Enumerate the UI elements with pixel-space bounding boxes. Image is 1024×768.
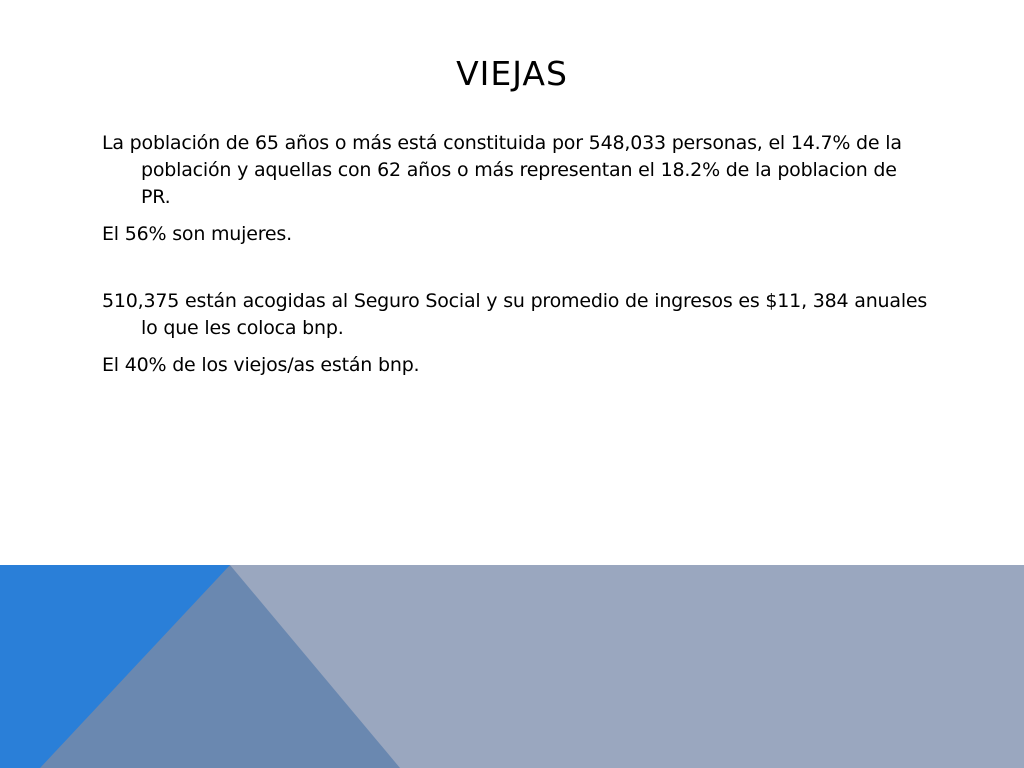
decorative-footer-band	[0, 565, 1024, 768]
paragraph-social-security: 510,375 están acogidas al Seguro Social y su promedio de ingresos es $11, 384 anuales lo que les coloca bnp.	[102, 290, 928, 339]
paragraph-women-share: El 56% son mujeres.	[102, 223, 292, 245]
slide-title: VIEJAS	[456, 54, 568, 93]
slide-body	[102, 130, 932, 379]
paragraph-poverty-share: El 40% de los viejos/as están bnp.	[102, 354, 420, 376]
paragraph-population-65: La población de 65 años o más está constituida por 548,033 personas, el 14.7% de la población y aquellas con 62 años o más representan el 18.2% de la poblacion de PR.	[102, 132, 902, 208]
